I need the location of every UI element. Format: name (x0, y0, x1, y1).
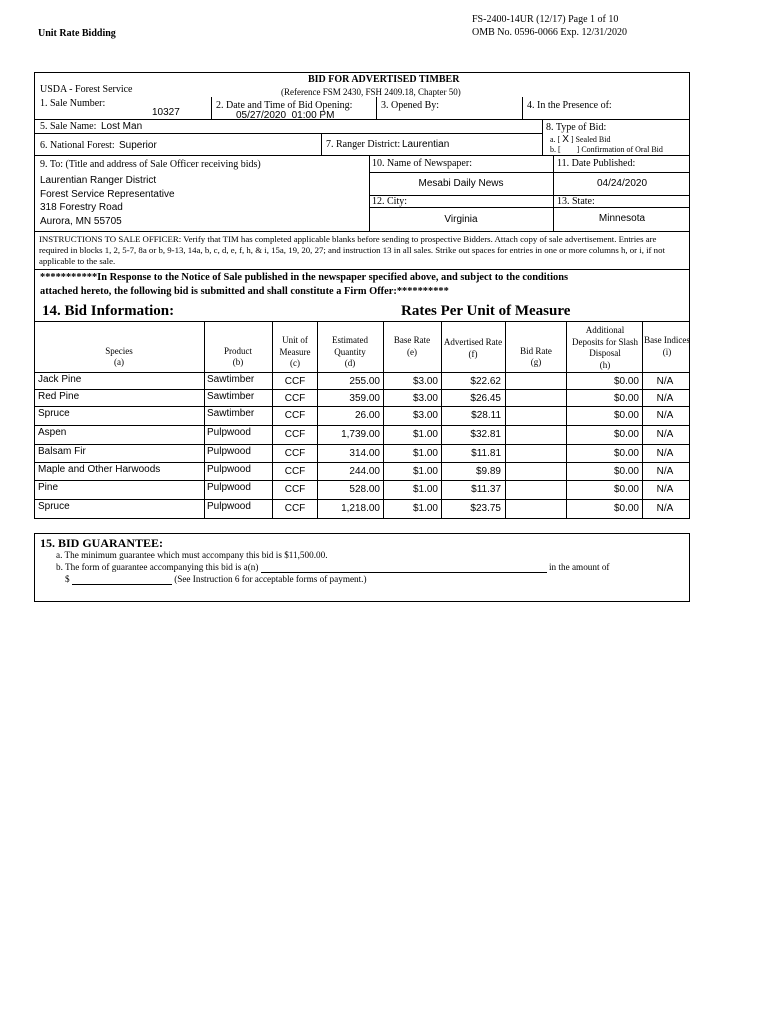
quantity-cell: 359.00 (349, 393, 380, 404)
slash-deposit-cell: $0.00 (613, 376, 639, 387)
state-label: 13. State: (557, 196, 595, 207)
base-rate-cell: $1.00 (412, 429, 438, 440)
product-cell: Sawtimber (207, 408, 255, 419)
firm-offer-line-2: attached hereto, the following bid is submitted and shall constitute a Firm Offer:********** (40, 286, 449, 297)
base-rate-cell: $3.00 (412, 376, 438, 387)
quantity-cell: 1,739.00 (341, 429, 380, 440)
firm-offer-line-1: ***********In Response to the Notice of Sale published in the newspaper specified above, and subject to the conditions (40, 272, 569, 283)
form-id: FS-2400-14UR (12/17) Page 1 of 10 (472, 14, 619, 25)
unit-cell: CCF (284, 466, 306, 477)
slash-deposit-cell: $0.00 (613, 448, 639, 459)
guarantee-line-a: a. The minimum guarantee which must accompany this bid is $11,500.00. (56, 550, 328, 560)
quantity-cell: 255.00 (349, 376, 380, 387)
quantity-cell: 1,218.00 (341, 503, 380, 514)
bid-guarantee-title: 15. BID GUARANTEE: (40, 536, 164, 550)
sale-name-field[interactable] (101, 120, 301, 132)
bid-opening-label: 2. Date and Time of Bid Opening: (216, 100, 353, 111)
base-indices-cell: N/A (656, 410, 674, 421)
sale-number-field[interactable] (152, 106, 208, 119)
date-published-field[interactable] (557, 177, 687, 190)
col-header-species: Species (a) (105, 346, 133, 367)
city-field[interactable] (372, 213, 550, 226)
guarantee-line-c (65, 574, 367, 585)
base-indices-cell: N/A (656, 448, 674, 459)
base-indices-cell: N/A (656, 503, 674, 514)
bid-rate-input[interactable] (508, 503, 564, 516)
agency-label: USDA - Forest Service (40, 84, 133, 95)
slash-deposit-cell: $0.00 (613, 410, 639, 421)
sale-officer-address[interactable] (40, 174, 175, 228)
base-indices-cell: N/A (656, 466, 674, 477)
advertised-rate-cell: $9.89 (475, 466, 501, 477)
presence-field[interactable] (527, 106, 685, 118)
bid-rate-input[interactable] (508, 393, 564, 406)
advertised-rate-cell: $26.45 (470, 393, 501, 404)
bid-rate-input[interactable] (508, 466, 564, 479)
base-rate-cell: $1.00 (412, 484, 438, 495)
unit-cell: CCF (284, 393, 306, 404)
col-header-quantity: Estimated Quantity (d) (332, 335, 368, 368)
species-cell: Maple and Other Harwoods (38, 464, 161, 475)
product-cell: Pulpwood (207, 482, 251, 493)
sale-number-label: 1. Sale Number: (40, 98, 106, 109)
address-line: Laurentian Ranger District (40, 175, 157, 186)
base-rate-cell: $3.00 (412, 410, 438, 421)
col-header-advertised-rate: Advertised Rate (f) (443, 337, 503, 359)
slash-deposit-cell: $0.00 (613, 466, 639, 477)
payment-instruction-note: (See Instruction 6 for acceptable forms of payment.) (174, 574, 367, 584)
dollar-sign: $ (65, 574, 70, 584)
ranger-district-field[interactable] (402, 138, 538, 150)
col-header-bid-rate: Bid Rate (g) (520, 346, 552, 367)
bid-rate-input[interactable] (508, 429, 564, 442)
advertised-rate-cell: $23.75 (470, 503, 501, 514)
newspaper-label: 10. Name of Newspaper: (372, 158, 472, 169)
species-cell: Aspen (38, 427, 67, 438)
advertised-rate-cell: $11.37 (471, 484, 501, 495)
col-header-base-indices: Base Indices (i) (644, 335, 690, 357)
slash-deposit-cell: $0.00 (613, 503, 639, 514)
product-cell: Sawtimber (207, 391, 255, 402)
sealed-bid-option[interactable] (550, 134, 610, 145)
species-cell: Spruce (38, 501, 70, 512)
sealed-bid-text: ] Sealed Bid (570, 135, 611, 144)
advertised-rate-cell: $22.62 (470, 376, 501, 387)
col-header-slash-deposits: Additional Deposits for Slash Disposal (h) (572, 325, 638, 370)
bid-rate-input[interactable] (508, 376, 564, 389)
instructions-text: INSTRUCTIONS TO SALE OFFICER: Verify that TIM has completed applicable blanks before sending to prospective Bidders. Attach copy of sale advertisement. Entries are required in blocks 1, 2, 5-7, 8a or b, 9-13, 14a, b, c, d, e, f, h, & i, 15a, 19, 20, 27; and instruction 13 in all sales. Strike out spaces for entries in one or more columns h, or i, if not applicable to the sale. (39, 234, 665, 266)
product-cell: Pulpwood (207, 501, 251, 512)
sale-name-label: 5. Sale Name: (40, 121, 97, 132)
document-title: Unit Rate Bidding (38, 28, 116, 39)
product-cell: Pulpwood (207, 427, 251, 438)
col-header-base-rate: Base Rate (e) (393, 335, 431, 357)
species-cell: Jack Pine (38, 374, 82, 385)
advertised-rate-cell: $28.11 (471, 410, 501, 421)
slash-deposit-cell: $0.00 (613, 429, 639, 440)
national-forest-field[interactable] (119, 139, 315, 151)
col-header-unit: Unit of Measure (c) (279, 335, 311, 368)
bracket-open: b. [ (550, 145, 561, 154)
base-indices-cell: N/A (656, 429, 674, 440)
address-line: Aurora, MN 55705 (40, 215, 122, 227)
ranger-district-label: 7. Ranger District: (326, 139, 401, 150)
product-cell: Pulpwood (207, 446, 251, 457)
species-cell: Red Pine (38, 391, 80, 402)
product-cell: Pulpwood (207, 464, 251, 475)
species-cell: Balsam Fir (38, 446, 86, 457)
bid-information-title: 14. Bid Information: (42, 303, 175, 319)
national-forest-label: 6. National Forest: (40, 140, 115, 151)
opened-by-label: 3. Opened By: (381, 100, 440, 111)
quantity-cell: 528.00 (349, 484, 380, 495)
bid-rate-input[interactable] (508, 410, 564, 423)
base-rate-cell: $1.00 (412, 448, 438, 459)
opened-by-field[interactable] (381, 106, 517, 118)
quantity-cell: 314.00 (349, 448, 380, 459)
guarantee-amount-label: in the amount of (549, 562, 610, 572)
form-title: BID FOR ADVERTISED TIMBER (308, 74, 460, 85)
bid-rate-input[interactable] (508, 484, 564, 497)
bid-rate-input[interactable] (508, 448, 564, 461)
guarantee-line-b (56, 562, 609, 573)
unit-cell: CCF (284, 429, 306, 440)
bracket-open: a. [ (550, 135, 561, 144)
guarantee-amount-field[interactable] (72, 574, 172, 585)
guarantee-form-label: b. The form of guarantee accompanying this bid is a(n) (56, 562, 259, 572)
advertised-rate-cell: $32.81 (470, 429, 501, 440)
address-line: 318 Forestry Road (40, 202, 123, 213)
newspaper-field[interactable] (372, 177, 550, 190)
quantity-cell: 26.00 (354, 410, 380, 421)
advertised-rate-cell: $11.81 (471, 448, 501, 459)
guarantee-form-field[interactable] (261, 562, 547, 573)
presence-label: 4. In the Presence of: (527, 100, 612, 111)
base-rate-cell: $1.00 (412, 503, 438, 514)
quantity-cell: 244.00 (349, 466, 380, 477)
base-rate-cell: $1.00 (412, 466, 438, 477)
unit-cell: CCF (284, 484, 306, 495)
state-field[interactable] (557, 212, 687, 225)
base-indices-cell: N/A (656, 393, 674, 404)
unit-cell: CCF (284, 503, 306, 514)
omb-number: OMB No. 0596-0066 Exp. 12/31/2020 (472, 27, 627, 38)
rates-per-unit-title: Rates Per Unit of Measure (401, 303, 571, 319)
slash-deposit-cell: $0.00 (613, 484, 639, 495)
base-indices-cell: N/A (656, 484, 674, 495)
oral-bid-option[interactable] (550, 145, 663, 154)
base-rate-cell: $3.00 (412, 393, 438, 404)
unit-cell: CCF (284, 448, 306, 459)
oral-bid-text: ] Confirmation of Oral Bid (576, 145, 663, 154)
address-line: Forest Service Representative (40, 188, 175, 200)
form-reference: (Reference FSM 2430, FSH 2409.18, Chapter 50) (281, 87, 461, 97)
unit-cell: CCF (284, 376, 306, 387)
unit-cell: CCF (284, 410, 306, 421)
date-published-label: 11. Date Published: (557, 158, 636, 169)
product-cell: Sawtimber (207, 374, 255, 385)
base-indices-cell: N/A (656, 376, 674, 387)
species-cell: Pine (38, 482, 59, 493)
sealed-bid-mark: X (562, 134, 569, 145)
slash-deposit-cell: $0.00 (613, 393, 639, 404)
species-cell: Spruce (38, 408, 70, 419)
type-of-bid-label: 8. Type of Bid: (546, 122, 607, 133)
sale-officer-label: 9. To: (Title and address of Sale Officer receiving bids) (40, 159, 261, 170)
col-header-product: Product (b) (224, 346, 252, 367)
city-label: 12. City: (372, 196, 408, 207)
